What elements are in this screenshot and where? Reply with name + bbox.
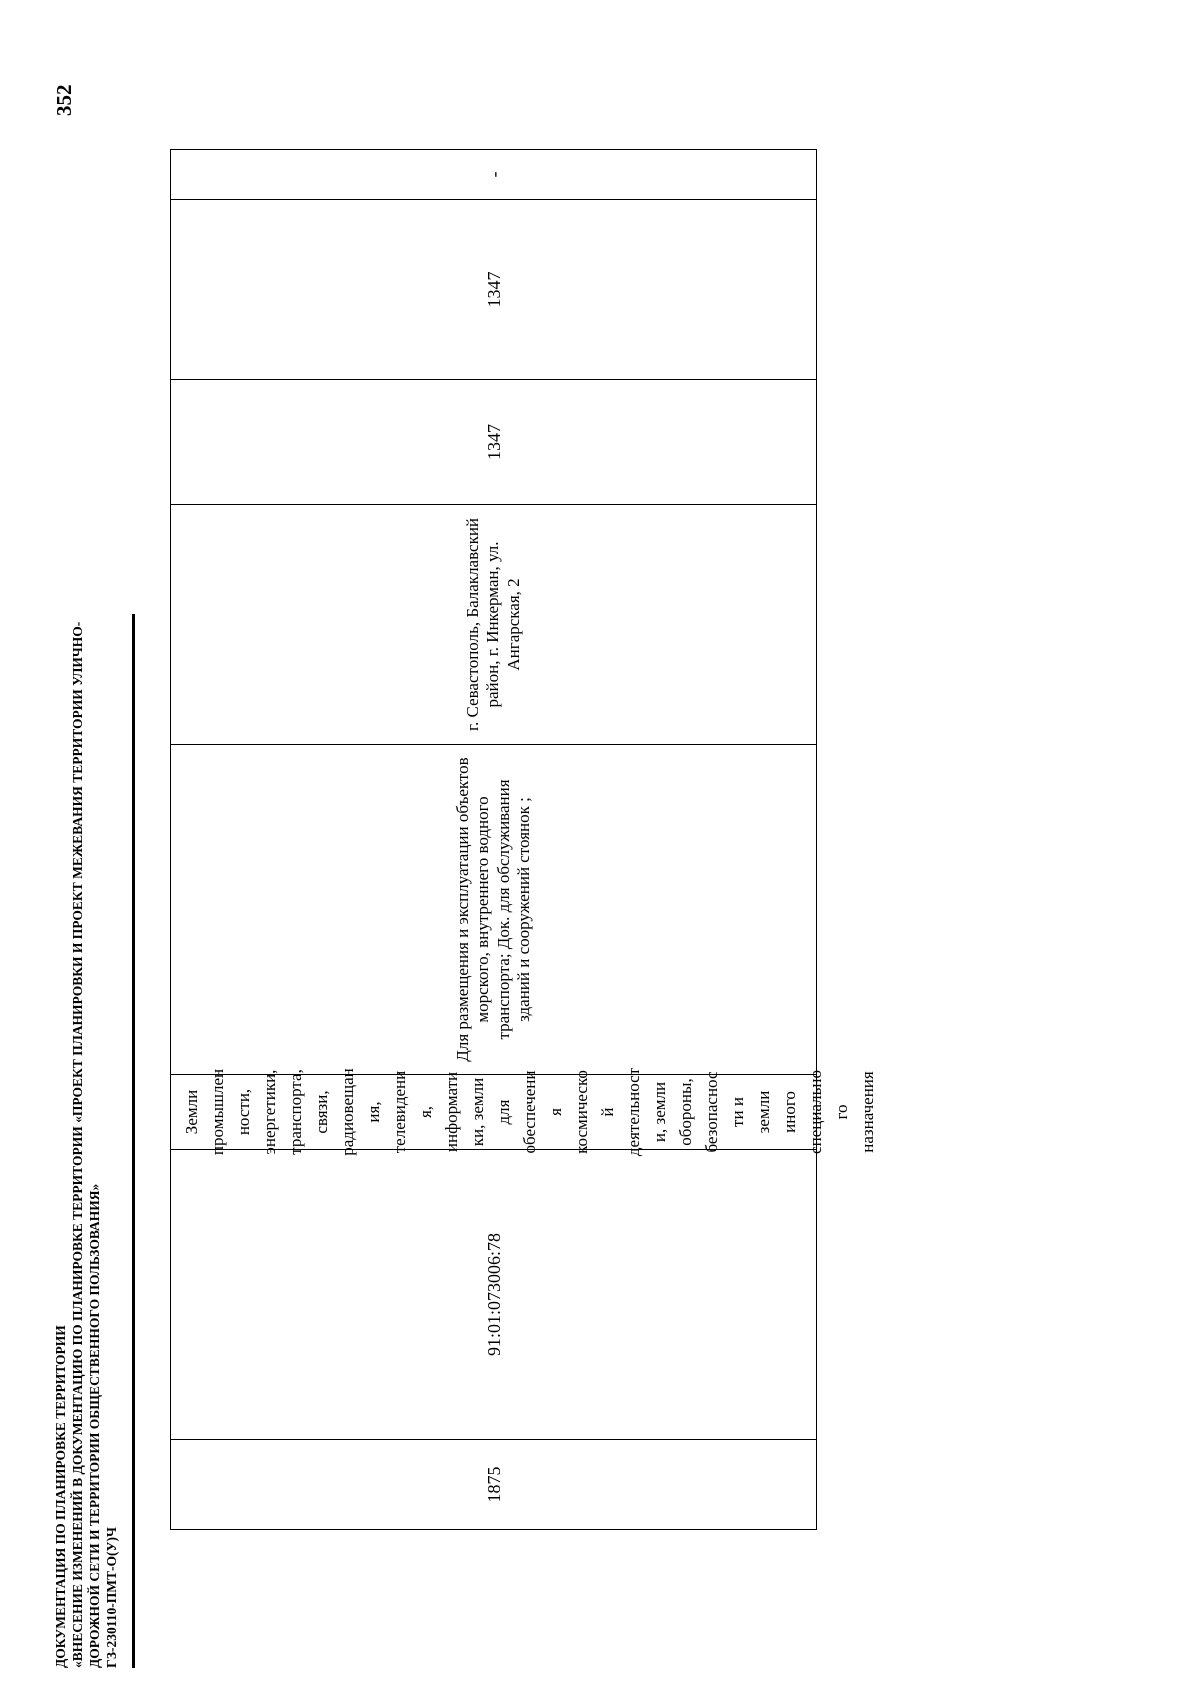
permitted-use-cell — [171, 745, 817, 1075]
land-category-line: иного — [780, 1091, 799, 1133]
row-number: 1875 — [483, 1466, 504, 1503]
land-category-line: ия, — [364, 1101, 383, 1123]
header-divider — [132, 614, 135, 1668]
land-category-line: специально — [806, 1070, 825, 1154]
land-category-line: связи, — [312, 1090, 331, 1134]
land-plot-table — [170, 149, 877, 1530]
land-category-line: обороны, — [676, 1078, 695, 1146]
land-category-line: радиовещан — [338, 1068, 357, 1156]
land-category-line: промышлен — [208, 1068, 227, 1156]
area-value-2: 1347 — [483, 271, 504, 308]
area-cell-1 — [171, 380, 817, 505]
land-category-line: Земли — [182, 1089, 201, 1135]
land-category-line: обеспечени — [520, 1070, 539, 1154]
area-cell-2 — [171, 200, 817, 380]
land-category — [171, 1067, 877, 1157]
land-category-line: й — [598, 1107, 617, 1117]
land-category-cell — [171, 1067, 877, 1157]
address-cell — [171, 505, 817, 745]
land-category-line: космическо — [572, 1070, 591, 1154]
land-category-line: ти и земли — [728, 1090, 773, 1134]
land-category-line: для — [494, 1099, 513, 1125]
header-line-2: «ВНЕСЕНИЕ ИЗМЕНЕНИЙ В ДОКУМЕНТАЦИЮ ПО ПЛАНИРОВКЕ ТЕРРИТОРИИ «ПРОЕКТ ПЛАНИРОВКИ И ПРОЕКТ МЕЖЕВАНИЯ ТЕРРИТОРИИ УЛИЧНО- — [70, 621, 85, 1668]
cadastral-number-cell — [171, 1150, 817, 1440]
document-header — [52, 488, 120, 1668]
note-value: - — [483, 171, 504, 178]
header-line-4: ГЗ-230110-ПМТ-О(У)Ч — [104, 1527, 119, 1668]
cadastral-number: 91:01:073006:78 — [483, 1233, 504, 1357]
land-category-line: я, — [416, 1105, 435, 1119]
land-category-line: энергетики, — [260, 1069, 279, 1155]
land-category-line: деятельност — [624, 1067, 643, 1157]
land-category-line: информати — [442, 1071, 461, 1153]
table-row — [171, 150, 817, 1530]
land-category-line: назначения — [858, 1071, 877, 1153]
land-category-line: ки, земли — [468, 1077, 487, 1147]
land-category-line: и, земли — [650, 1081, 669, 1143]
area-value-1: 1347 — [483, 424, 504, 460]
address: г. Севастополь, Балаклавский район, г. Инкерман, ул. Ангарская, 2 — [462, 517, 523, 732]
land-category-line: ности, — [234, 1088, 253, 1136]
row-number-cell — [171, 1440, 817, 1530]
land-category-line: безопаснос — [702, 1071, 721, 1153]
note-cell — [171, 150, 817, 200]
land-category-line: го — [832, 1104, 851, 1120]
page-number: 352 — [52, 84, 76, 116]
header-line-1: ДОКУМЕНТАЦИЯ ПО ПЛАНИРОВКЕ ТЕРРИТОРИИ — [53, 1325, 68, 1668]
land-category-line: транспорта, — [286, 1069, 305, 1155]
land-category-line: я — [546, 1108, 565, 1116]
header-line-3: ДОРОЖНОЙ СЕТИ И ТЕРРИТОРИИ ОБЩЕСТВЕННОГО ПОЛЬЗОВАНИЯ» — [87, 1183, 102, 1668]
permitted-use: Для размещения и эксплуатации объектов морского, внутреннего водного транспорта; Док. для обслуживания зданий и сооружений стоянок ; — [452, 757, 533, 1062]
land-category-line: телевидени — [390, 1070, 409, 1154]
